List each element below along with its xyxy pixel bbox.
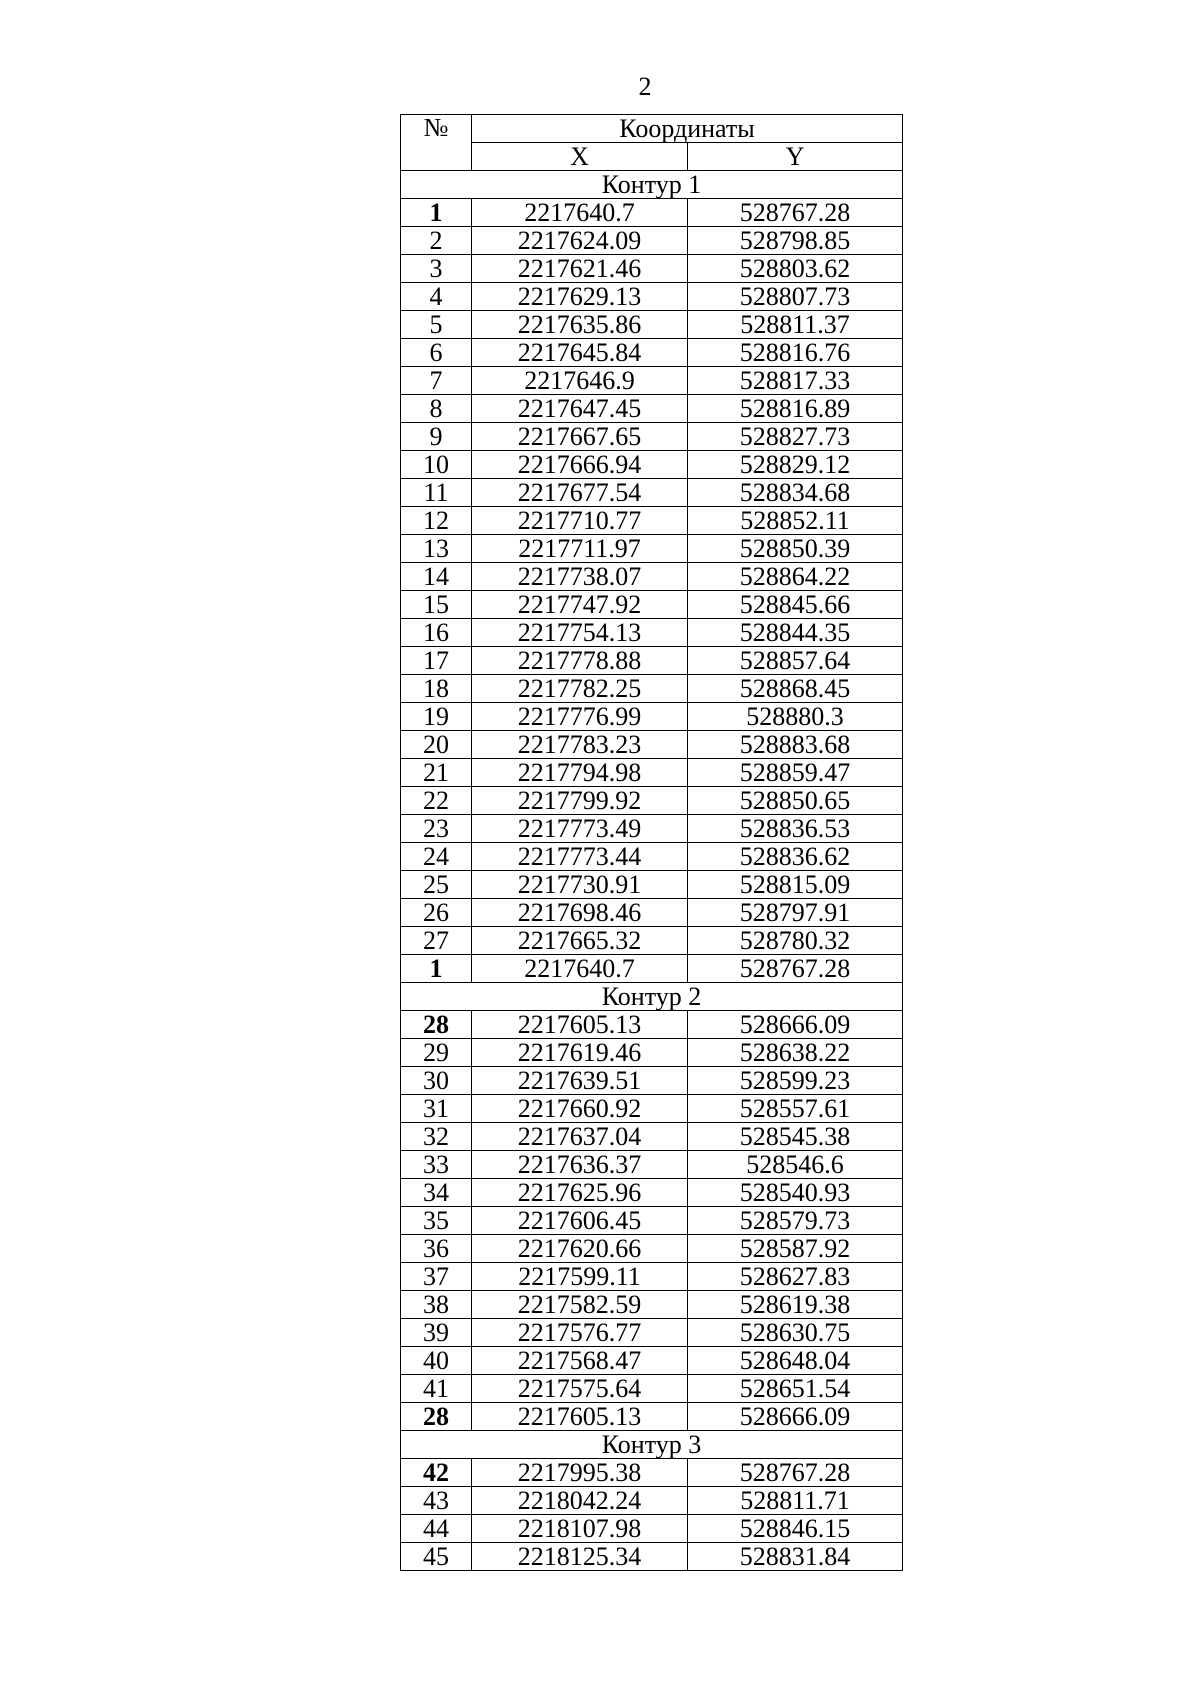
y-coordinate-cell: 528864.22	[688, 563, 903, 591]
x-coordinate-cell: 2217754.13	[472, 619, 688, 647]
y-coordinate-cell: 528767.28	[688, 955, 903, 983]
x-coordinate-cell: 2217747.92	[472, 591, 688, 619]
x-coordinate-cell: 2218125.34	[472, 1543, 688, 1571]
y-coordinate-cell: 528816.89	[688, 395, 903, 423]
table-row	[401, 1067, 903, 1095]
y-coordinate-cell: 528797.91	[688, 899, 903, 927]
x-coordinate-cell: 2217645.84	[472, 339, 688, 367]
x-coordinate-cell: 2217666.94	[472, 451, 688, 479]
y-coordinate-cell: 528857.64	[688, 647, 903, 675]
x-coordinate-cell: 2217711.97	[472, 535, 688, 563]
y-coordinate-cell: 528834.68	[688, 479, 903, 507]
x-coordinate-cell: 2217667.65	[472, 423, 688, 451]
point-number-cell: 8	[401, 395, 472, 423]
y-coordinate-cell: 528803.62	[688, 255, 903, 283]
point-number-cell: 37	[401, 1263, 472, 1291]
table-row	[401, 507, 903, 535]
y-coordinate-cell: 528619.38	[688, 1291, 903, 1319]
table-row	[401, 1375, 903, 1403]
x-coordinate-cell: 2217606.45	[472, 1207, 688, 1235]
y-coordinate-cell: 528780.32	[688, 927, 903, 955]
x-coordinate-cell: 2217620.66	[472, 1235, 688, 1263]
point-number-cell: 16	[401, 619, 472, 647]
point-number-cell: 39	[401, 1319, 472, 1347]
x-coordinate-cell: 2217660.92	[472, 1095, 688, 1123]
point-number-cell: 20	[401, 731, 472, 759]
contour-title: Контур 2	[401, 983, 903, 1011]
point-number-cell: 41	[401, 1375, 472, 1403]
y-coordinate-cell: 528836.62	[688, 843, 903, 871]
page-number: 2	[638, 72, 652, 101]
table-row	[401, 1543, 903, 1571]
x-coordinate-cell: 2217637.04	[472, 1123, 688, 1151]
x-coordinate-cell: 2217625.96	[472, 1179, 688, 1207]
table-row	[401, 927, 903, 955]
point-number-cell: 15	[401, 591, 472, 619]
y-coordinate-cell: 528798.85	[688, 227, 903, 255]
x-coordinate-cell: 2217582.59	[472, 1291, 688, 1319]
table-row	[401, 1291, 903, 1319]
point-number-cell: 2	[401, 227, 472, 255]
subheader-row	[401, 143, 903, 171]
point-number-cell: 32	[401, 1123, 472, 1151]
x-coordinate-cell: 2217636.37	[472, 1151, 688, 1179]
table-row	[401, 1459, 903, 1487]
x-coordinate-cell: 2217635.86	[472, 311, 688, 339]
y-coordinate-cell: 528859.47	[688, 759, 903, 787]
point-number-cell: 22	[401, 787, 472, 815]
point-number-cell: 1	[401, 199, 472, 227]
x-coordinate-cell: 2217640.7	[472, 199, 688, 227]
point-number-cell: 38	[401, 1291, 472, 1319]
table-row	[401, 563, 903, 591]
table-row	[401, 843, 903, 871]
table-row	[401, 1207, 903, 1235]
point-number-cell: 14	[401, 563, 472, 591]
table-row	[401, 731, 903, 759]
table-row	[401, 423, 903, 451]
point-number-cell: 23	[401, 815, 472, 843]
x-coordinate-cell: 2217710.77	[472, 507, 688, 535]
table-row	[401, 1095, 903, 1123]
table-row	[401, 1319, 903, 1347]
point-number-cell: 25	[401, 871, 472, 899]
point-number-cell: 26	[401, 899, 472, 927]
table-row	[401, 367, 903, 395]
table-row	[401, 1235, 903, 1263]
y-coordinate-cell: 528868.45	[688, 675, 903, 703]
point-number-cell: 29	[401, 1039, 472, 1067]
y-coordinate-cell: 528545.38	[688, 1123, 903, 1151]
y-coordinate-cell: 528807.73	[688, 283, 903, 311]
x-coordinate-cell: 2217647.45	[472, 395, 688, 423]
point-number-cell: 1	[401, 955, 472, 983]
table-row	[401, 759, 903, 787]
contour-header-row	[401, 171, 903, 199]
y-coordinate-cell: 528850.39	[688, 535, 903, 563]
x-coordinate-cell: 2217624.09	[472, 227, 688, 255]
y-coordinate-cell: 528666.09	[688, 1403, 903, 1431]
y-coordinate-cell: 528880.3	[688, 703, 903, 731]
x-coordinate-cell: 2217605.13	[472, 1011, 688, 1039]
table-row	[401, 1487, 903, 1515]
y-coordinate-cell: 528817.33	[688, 367, 903, 395]
point-number-cell: 36	[401, 1235, 472, 1263]
x-coordinate-cell: 2217665.32	[472, 927, 688, 955]
contour-title: Контур 1	[401, 171, 903, 199]
x-coordinate-cell: 2217605.13	[472, 1403, 688, 1431]
x-coordinate-cell: 2217575.64	[472, 1375, 688, 1403]
point-number-cell: 31	[401, 1095, 472, 1123]
contour-header-row	[401, 983, 903, 1011]
x-coordinate-cell: 2217782.25	[472, 675, 688, 703]
point-number-cell: 17	[401, 647, 472, 675]
coordinates-table-body	[401, 115, 903, 1571]
table-row	[401, 339, 903, 367]
table-row	[401, 871, 903, 899]
table-row	[401, 255, 903, 283]
table-row	[401, 283, 903, 311]
point-number-cell: 13	[401, 535, 472, 563]
y-coordinate-cell: 528767.28	[688, 1459, 903, 1487]
table-row	[401, 1403, 903, 1431]
header-row	[401, 115, 903, 143]
x-coordinate-cell: 2217738.07	[472, 563, 688, 591]
table-row	[401, 1347, 903, 1375]
point-number-cell: 33	[401, 1151, 472, 1179]
y-coordinate-cell: 528852.11	[688, 507, 903, 535]
table-row	[401, 311, 903, 339]
y-coordinate-cell: 528648.04	[688, 1347, 903, 1375]
point-number-cell: 10	[401, 451, 472, 479]
x-coordinate-cell: 2217677.54	[472, 479, 688, 507]
y-coordinate-cell: 528827.73	[688, 423, 903, 451]
point-number-cell: 5	[401, 311, 472, 339]
y-coordinate-cell: 528767.28	[688, 199, 903, 227]
x-coordinate-cell: 2217730.91	[472, 871, 688, 899]
point-number-cell: 11	[401, 479, 472, 507]
table-row	[401, 1123, 903, 1151]
x-coordinate-cell: 2217776.99	[472, 703, 688, 731]
x-coordinate-cell: 2217646.9	[472, 367, 688, 395]
y-coordinate-cell: 528850.65	[688, 787, 903, 815]
table-row	[401, 479, 903, 507]
table-row	[401, 1039, 903, 1067]
y-coordinate-cell: 528627.83	[688, 1263, 903, 1291]
x-coordinate-cell: 2217619.46	[472, 1039, 688, 1067]
y-coordinate-cell: 528546.6	[688, 1151, 903, 1179]
table-row	[401, 619, 903, 647]
point-number-cell: 19	[401, 703, 472, 731]
point-number-cell: 7	[401, 367, 472, 395]
table-row	[401, 703, 903, 731]
x-coordinate-cell: 2217698.46	[472, 899, 688, 927]
table-row	[401, 535, 903, 563]
table-row	[401, 1151, 903, 1179]
y-coordinate-cell: 528579.73	[688, 1207, 903, 1235]
point-number-cell: 18	[401, 675, 472, 703]
table-row	[401, 1263, 903, 1291]
x-coordinate-cell: 2218042.24	[472, 1487, 688, 1515]
point-number-cell: 24	[401, 843, 472, 871]
x-coordinate-cell: 2217639.51	[472, 1067, 688, 1095]
point-number-cell: 21	[401, 759, 472, 787]
x-coordinate-cell: 2217568.47	[472, 1347, 688, 1375]
y-coordinate-cell: 528846.15	[688, 1515, 903, 1543]
table-row	[401, 1179, 903, 1207]
x-coordinate-cell: 2217773.44	[472, 843, 688, 871]
x-coordinate-cell: 2217773.49	[472, 815, 688, 843]
table-row	[401, 787, 903, 815]
x-coordinate-cell: 2217629.13	[472, 283, 688, 311]
x-coordinate-cell: 2217576.77	[472, 1319, 688, 1347]
y-coordinate-cell: 528638.22	[688, 1039, 903, 1067]
table-row	[401, 395, 903, 423]
point-number-cell: 40	[401, 1347, 472, 1375]
table-row	[401, 227, 903, 255]
y-coordinate-cell: 528630.75	[688, 1319, 903, 1347]
y-coordinate-cell: 528599.23	[688, 1067, 903, 1095]
point-number-cell: 45	[401, 1543, 472, 1571]
point-number-cell: 30	[401, 1067, 472, 1095]
y-coordinate-cell: 528540.93	[688, 1179, 903, 1207]
x-coordinate-cell: 2217794.98	[472, 759, 688, 787]
x-coordinate-cell: 2217783.23	[472, 731, 688, 759]
x-coordinate-cell: 2217799.92	[472, 787, 688, 815]
y-coordinate-cell: 528836.53	[688, 815, 903, 843]
x-column-header: X	[472, 143, 688, 171]
coordinates-table	[400, 114, 903, 1571]
y-column-header: Y	[688, 143, 903, 171]
x-coordinate-cell: 2217995.38	[472, 1459, 688, 1487]
point-number-cell: 27	[401, 927, 472, 955]
x-coordinate-cell: 2218107.98	[472, 1515, 688, 1543]
table-row	[401, 591, 903, 619]
point-number-cell: 6	[401, 339, 472, 367]
y-coordinate-cell: 528651.54	[688, 1375, 903, 1403]
point-number-cell: 34	[401, 1179, 472, 1207]
y-coordinate-cell: 528811.71	[688, 1487, 903, 1515]
y-coordinate-cell: 528845.66	[688, 591, 903, 619]
point-number-cell: 28	[401, 1011, 472, 1039]
contour-header-row	[401, 1431, 903, 1459]
table-row	[401, 199, 903, 227]
y-coordinate-cell: 528883.68	[688, 731, 903, 759]
point-number-cell: 35	[401, 1207, 472, 1235]
point-number-cell: 28	[401, 1403, 472, 1431]
y-coordinate-cell: 528557.61	[688, 1095, 903, 1123]
y-coordinate-cell: 528815.09	[688, 871, 903, 899]
contour-title: Контур 3	[401, 1431, 903, 1459]
table-row	[401, 955, 903, 983]
y-coordinate-cell: 528831.84	[688, 1543, 903, 1571]
y-coordinate-cell: 528829.12	[688, 451, 903, 479]
x-coordinate-cell: 2217621.46	[472, 255, 688, 283]
y-coordinate-cell: 528587.92	[688, 1235, 903, 1263]
x-coordinate-cell: 2217599.11	[472, 1263, 688, 1291]
point-number-cell: 3	[401, 255, 472, 283]
table-row	[401, 647, 903, 675]
table-row	[401, 815, 903, 843]
point-number-cell: 43	[401, 1487, 472, 1515]
point-number-cell: 9	[401, 423, 472, 451]
coordinates-column-header: Координаты	[472, 115, 903, 143]
y-coordinate-cell: 528844.35	[688, 619, 903, 647]
table-row	[401, 1011, 903, 1039]
table-row	[401, 675, 903, 703]
x-coordinate-cell: 2217640.7	[472, 955, 688, 983]
point-number-cell: 44	[401, 1515, 472, 1543]
y-coordinate-cell: 528811.37	[688, 311, 903, 339]
number-column-header: №	[401, 115, 472, 171]
table-row	[401, 1515, 903, 1543]
point-number-cell: 4	[401, 283, 472, 311]
table-row	[401, 899, 903, 927]
point-number-cell: 42	[401, 1459, 472, 1487]
table-row	[401, 451, 903, 479]
x-coordinate-cell: 2217778.88	[472, 647, 688, 675]
point-number-cell: 12	[401, 507, 472, 535]
y-coordinate-cell: 528816.76	[688, 339, 903, 367]
y-coordinate-cell: 528666.09	[688, 1011, 903, 1039]
